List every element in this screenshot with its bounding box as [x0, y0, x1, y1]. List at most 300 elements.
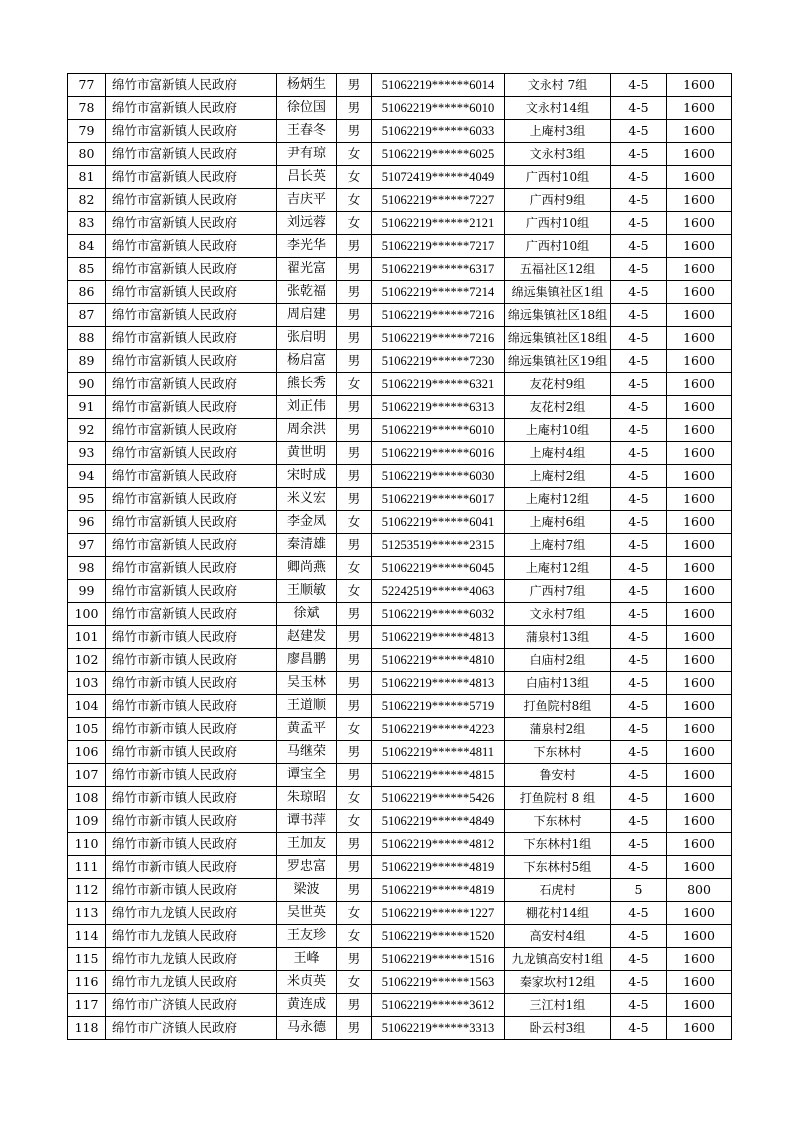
gender-cell: 男: [337, 626, 372, 649]
grade-cell: 4-5: [611, 143, 667, 166]
gender-cell: 男: [337, 488, 372, 511]
id-number-cell: 51062219******1227: [372, 902, 505, 925]
id-number-cell: 51062219******7217: [372, 235, 505, 258]
address-cell: 鲁安村: [505, 764, 611, 787]
table-row: [68, 580, 732, 603]
organization-cell: 绵竹市富新镇人民政府: [106, 327, 277, 350]
row-number: 87: [68, 304, 106, 327]
table-row: [68, 695, 732, 718]
grade-cell: 4-5: [611, 672, 667, 695]
table-row: [68, 902, 732, 925]
name-cell: 吉庆平: [277, 189, 337, 212]
grade-cell: 4-5: [611, 948, 667, 971]
name-cell: 张启明: [277, 327, 337, 350]
grade-cell: 4-5: [611, 304, 667, 327]
organization-cell: 绵竹市新市镇人民政府: [106, 672, 277, 695]
address-cell: 棚花村14组: [505, 902, 611, 925]
gender-cell: 男: [337, 534, 372, 557]
organization-cell: 绵竹市富新镇人民政府: [106, 580, 277, 603]
id-number-cell: 51062219******6321: [372, 373, 505, 396]
grade-cell: 4-5: [611, 488, 667, 511]
id-number-cell: 51062219******4812: [372, 833, 505, 856]
name-cell: 杨启富: [277, 350, 337, 373]
gender-cell: 男: [337, 672, 372, 695]
gender-cell: 女: [337, 580, 372, 603]
table-row: [68, 994, 732, 1017]
name-cell: 翟光富: [277, 258, 337, 281]
name-cell: 谭宝全: [277, 764, 337, 787]
amount-cell: 1600: [667, 741, 732, 764]
table-row: [68, 856, 732, 879]
organization-cell: 绵竹市富新镇人民政府: [106, 74, 277, 97]
table-row: [68, 879, 732, 902]
amount-cell: 1600: [667, 787, 732, 810]
organization-cell: 绵竹市富新镇人民政府: [106, 488, 277, 511]
grade-cell: 4-5: [611, 327, 667, 350]
gender-cell: 女: [337, 511, 372, 534]
gender-cell: 男: [337, 948, 372, 971]
row-number: 78: [68, 97, 106, 120]
address-cell: 上庵村3组: [505, 120, 611, 143]
address-cell: 下东林村: [505, 741, 611, 764]
gender-cell: 男: [337, 442, 372, 465]
gender-cell: 男: [337, 74, 372, 97]
table-row: [68, 603, 732, 626]
address-cell: 广西村10组: [505, 166, 611, 189]
organization-cell: 绵竹市富新镇人民政府: [106, 143, 277, 166]
grade-cell: 4-5: [611, 419, 667, 442]
gender-cell: 女: [337, 557, 372, 580]
name-cell: 罗忠富: [277, 856, 337, 879]
name-cell: 梁波: [277, 879, 337, 902]
name-cell: 谭书萍: [277, 810, 337, 833]
gender-cell: 女: [337, 810, 372, 833]
name-cell: 吕长英: [277, 166, 337, 189]
row-number: 108: [68, 787, 106, 810]
table-row: [68, 327, 732, 350]
organization-cell: 绵竹市富新镇人民政府: [106, 97, 277, 120]
table-row: [68, 833, 732, 856]
amount-cell: 1600: [667, 442, 732, 465]
amount-cell: 1600: [667, 925, 732, 948]
id-number-cell: 51062219******6010: [372, 97, 505, 120]
organization-cell: 绵竹市九龙镇人民政府: [106, 902, 277, 925]
organization-cell: 绵竹市富新镇人民政府: [106, 557, 277, 580]
address-cell: 下东林村1组: [505, 833, 611, 856]
id-number-cell: 51062219******4815: [372, 764, 505, 787]
amount-cell: 1600: [667, 465, 732, 488]
id-number-cell: 51062219******4811: [372, 741, 505, 764]
table-row: [68, 1017, 732, 1040]
row-number: 96: [68, 511, 106, 534]
id-number-cell: 51062219******4810: [372, 649, 505, 672]
grade-cell: 4-5: [611, 994, 667, 1017]
id-number-cell: 51253519******2315: [372, 534, 505, 557]
row-number: 112: [68, 879, 106, 902]
gender-cell: 男: [337, 120, 372, 143]
row-number: 106: [68, 741, 106, 764]
gender-cell: 女: [337, 787, 372, 810]
organization-cell: 绵竹市新市镇人民政府: [106, 695, 277, 718]
address-cell: 上庵村10组: [505, 419, 611, 442]
amount-cell: 1600: [667, 902, 732, 925]
name-cell: 尹有琼: [277, 143, 337, 166]
organization-cell: 绵竹市新市镇人民政府: [106, 764, 277, 787]
grade-cell: 4-5: [611, 442, 667, 465]
gender-cell: 男: [337, 994, 372, 1017]
amount-cell: 1600: [667, 994, 732, 1017]
organization-cell: 绵竹市富新镇人民政府: [106, 350, 277, 373]
row-number: 91: [68, 396, 106, 419]
id-number-cell: 51062219******7214: [372, 281, 505, 304]
amount-cell: 1600: [667, 143, 732, 166]
amount-cell: 1600: [667, 672, 732, 695]
grade-cell: 4-5: [611, 1017, 667, 1040]
gender-cell: 女: [337, 166, 372, 189]
grade-cell: 4-5: [611, 902, 667, 925]
id-number-cell: 51062219******3313: [372, 1017, 505, 1040]
row-number: 107: [68, 764, 106, 787]
gender-cell: 男: [337, 419, 372, 442]
row-number: 117: [68, 994, 106, 1017]
table-row: [68, 925, 732, 948]
gender-cell: 男: [337, 741, 372, 764]
grade-cell: 4-5: [611, 833, 667, 856]
id-number-cell: 51062219******6025: [372, 143, 505, 166]
name-cell: 王加友: [277, 833, 337, 856]
grade-cell: 4-5: [611, 626, 667, 649]
row-number: 103: [68, 672, 106, 695]
row-number: 88: [68, 327, 106, 350]
amount-cell: 1600: [667, 212, 732, 235]
grade-cell: 4-5: [611, 97, 667, 120]
name-cell: 米贞英: [277, 971, 337, 994]
row-number: 84: [68, 235, 106, 258]
name-cell: 马继荣: [277, 741, 337, 764]
organization-cell: 绵竹市富新镇人民政府: [106, 120, 277, 143]
name-cell: 徐位国: [277, 97, 337, 120]
organization-cell: 绵竹市富新镇人民政府: [106, 212, 277, 235]
grade-cell: 4-5: [611, 971, 667, 994]
grade-cell: 4-5: [611, 580, 667, 603]
grade-cell: 4-5: [611, 511, 667, 534]
grade-cell: 4-5: [611, 856, 667, 879]
address-cell: 文永村 7组: [505, 74, 611, 97]
grade-cell: 4-5: [611, 212, 667, 235]
address-cell: 绵远集镇社区1组: [505, 281, 611, 304]
name-cell: 黄孟平: [277, 718, 337, 741]
gender-cell: 男: [337, 649, 372, 672]
row-number: 94: [68, 465, 106, 488]
name-cell: 马永德: [277, 1017, 337, 1040]
grade-cell: 5: [611, 879, 667, 902]
row-number: 102: [68, 649, 106, 672]
table-row: [68, 741, 732, 764]
gender-cell: 男: [337, 97, 372, 120]
gender-cell: 女: [337, 902, 372, 925]
organization-cell: 绵竹市富新镇人民政府: [106, 281, 277, 304]
row-number: 105: [68, 718, 106, 741]
grade-cell: 4-5: [611, 120, 667, 143]
name-cell: 徐斌: [277, 603, 337, 626]
amount-cell: 1600: [667, 166, 732, 189]
gender-cell: 男: [337, 856, 372, 879]
address-cell: 下东林村5组: [505, 856, 611, 879]
name-cell: 张乾福: [277, 281, 337, 304]
roster-table: [67, 73, 732, 1040]
amount-cell: 1600: [667, 419, 732, 442]
id-number-cell: 51062219******4223: [372, 718, 505, 741]
name-cell: 黄连成: [277, 994, 337, 1017]
name-cell: 赵建发: [277, 626, 337, 649]
gender-cell: 男: [337, 695, 372, 718]
name-cell: 王峰: [277, 948, 337, 971]
organization-cell: 绵竹市九龙镇人民政府: [106, 948, 277, 971]
grade-cell: 4-5: [611, 166, 667, 189]
address-cell: 五福社区12组: [505, 258, 611, 281]
row-number: 80: [68, 143, 106, 166]
address-cell: 文永村3组: [505, 143, 611, 166]
name-cell: 廖昌鹏: [277, 649, 337, 672]
grade-cell: 4-5: [611, 695, 667, 718]
row-number: 92: [68, 419, 106, 442]
gender-cell: 男: [337, 879, 372, 902]
address-cell: 上庵村6组: [505, 511, 611, 534]
amount-cell: 1600: [667, 948, 732, 971]
id-number-cell: 51062219******6032: [372, 603, 505, 626]
grade-cell: 4-5: [611, 258, 667, 281]
table-row: [68, 258, 732, 281]
id-number-cell: 51062219******1563: [372, 971, 505, 994]
organization-cell: 绵竹市富新镇人民政府: [106, 534, 277, 557]
address-cell: 石虎村: [505, 879, 611, 902]
amount-cell: 1600: [667, 327, 732, 350]
gender-cell: 女: [337, 189, 372, 212]
amount-cell: 1600: [667, 695, 732, 718]
gender-cell: 女: [337, 212, 372, 235]
name-cell: 秦清雄: [277, 534, 337, 557]
id-number-cell: 51062219******7230: [372, 350, 505, 373]
organization-cell: 绵竹市富新镇人民政府: [106, 442, 277, 465]
organization-cell: 绵竹市新市镇人民政府: [106, 718, 277, 741]
row-number: 116: [68, 971, 106, 994]
organization-cell: 绵竹市富新镇人民政府: [106, 166, 277, 189]
table-row: [68, 626, 732, 649]
organization-cell: 绵竹市新市镇人民政府: [106, 833, 277, 856]
amount-cell: 1600: [667, 281, 732, 304]
row-number: 82: [68, 189, 106, 212]
table-row: [68, 764, 732, 787]
amount-cell: 1600: [667, 764, 732, 787]
address-cell: 打鱼院村 8 组: [505, 787, 611, 810]
organization-cell: 绵竹市九龙镇人民政府: [106, 971, 277, 994]
row-number: 83: [68, 212, 106, 235]
amount-cell: 1600: [667, 971, 732, 994]
name-cell: 杨炳生: [277, 74, 337, 97]
amount-cell: 1600: [667, 557, 732, 580]
table-row: [68, 971, 732, 994]
grade-cell: 4-5: [611, 787, 667, 810]
gender-cell: 男: [337, 764, 372, 787]
roster-body: [68, 74, 732, 1040]
table-row: [68, 948, 732, 971]
table-row: [68, 534, 732, 557]
table-row: [68, 74, 732, 97]
table-row: [68, 718, 732, 741]
id-number-cell: 51062219******6045: [372, 557, 505, 580]
id-number-cell: 52242519******4063: [372, 580, 505, 603]
row-number: 79: [68, 120, 106, 143]
row-number: 113: [68, 902, 106, 925]
name-cell: 李金凤: [277, 511, 337, 534]
grade-cell: 4-5: [611, 741, 667, 764]
id-number-cell: 51062219******1516: [372, 948, 505, 971]
organization-cell: 绵竹市富新镇人民政府: [106, 373, 277, 396]
organization-cell: 绵竹市富新镇人民政府: [106, 235, 277, 258]
name-cell: 卿尚燕: [277, 557, 337, 580]
address-cell: 上庵村2组: [505, 465, 611, 488]
table-row: [68, 672, 732, 695]
address-cell: 广西村10组: [505, 212, 611, 235]
id-number-cell: 51062219******6030: [372, 465, 505, 488]
name-cell: 黄世明: [277, 442, 337, 465]
row-number: 109: [68, 810, 106, 833]
table-row: [68, 189, 732, 212]
table-row: [68, 396, 732, 419]
id-number-cell: 51062219******4849: [372, 810, 505, 833]
organization-cell: 绵竹市富新镇人民政府: [106, 603, 277, 626]
table-row: [68, 281, 732, 304]
organization-cell: 绵竹市富新镇人民政府: [106, 304, 277, 327]
name-cell: 朱琼昭: [277, 787, 337, 810]
gender-cell: 男: [337, 1017, 372, 1040]
table-row: [68, 304, 732, 327]
amount-cell: 1600: [667, 511, 732, 534]
grade-cell: 4-5: [611, 465, 667, 488]
table-row: [68, 350, 732, 373]
name-cell: 周余洪: [277, 419, 337, 442]
gender-cell: 女: [337, 143, 372, 166]
amount-cell: 1600: [667, 580, 732, 603]
gender-cell: 女: [337, 971, 372, 994]
row-number: 81: [68, 166, 106, 189]
id-number-cell: 51062219******5719: [372, 695, 505, 718]
address-cell: 白庙村2组: [505, 649, 611, 672]
name-cell: 周启建: [277, 304, 337, 327]
id-number-cell: 51062219******4819: [372, 856, 505, 879]
grade-cell: 4-5: [611, 718, 667, 741]
row-number: 110: [68, 833, 106, 856]
organization-cell: 绵竹市富新镇人民政府: [106, 396, 277, 419]
table-row: [68, 810, 732, 833]
id-number-cell: 51062219******6041: [372, 511, 505, 534]
organization-cell: 绵竹市富新镇人民政府: [106, 465, 277, 488]
row-number: 118: [68, 1017, 106, 1040]
amount-cell: 1600: [667, 1017, 732, 1040]
table-row: [68, 787, 732, 810]
id-number-cell: 51062219******3612: [372, 994, 505, 1017]
name-cell: 王春冬: [277, 120, 337, 143]
address-cell: 友花村2组: [505, 396, 611, 419]
table-row: [68, 465, 732, 488]
table-row: [68, 557, 732, 580]
id-number-cell: 51062219******6317: [372, 258, 505, 281]
table-row: [68, 97, 732, 120]
gender-cell: 女: [337, 925, 372, 948]
amount-cell: 1600: [667, 488, 732, 511]
grade-cell: 4-5: [611, 350, 667, 373]
row-number: 114: [68, 925, 106, 948]
organization-cell: 绵竹市富新镇人民政府: [106, 189, 277, 212]
name-cell: 吴玉林: [277, 672, 337, 695]
address-cell: 下东林村: [505, 810, 611, 833]
name-cell: 熊长秀: [277, 373, 337, 396]
id-number-cell: 51062219******6033: [372, 120, 505, 143]
table-row: [68, 120, 732, 143]
grade-cell: 4-5: [611, 603, 667, 626]
amount-cell: 1600: [667, 856, 732, 879]
amount-cell: 1600: [667, 603, 732, 626]
gender-cell: 女: [337, 373, 372, 396]
address-cell: 九龙镇高安村1组: [505, 948, 611, 971]
row-number: 77: [68, 74, 106, 97]
address-cell: 广西村10组: [505, 235, 611, 258]
amount-cell: 1600: [667, 120, 732, 143]
amount-cell: 1600: [667, 258, 732, 281]
address-cell: 绵远集镇社区19组: [505, 350, 611, 373]
gender-cell: 男: [337, 350, 372, 373]
address-cell: 上庵村12组: [505, 488, 611, 511]
table-row: [68, 235, 732, 258]
address-cell: 上庵村7组: [505, 534, 611, 557]
gender-cell: 男: [337, 833, 372, 856]
address-cell: 广西村7组: [505, 580, 611, 603]
id-number-cell: 51062219******1520: [372, 925, 505, 948]
name-cell: 王道顺: [277, 695, 337, 718]
amount-cell: 1600: [667, 649, 732, 672]
address-cell: 广西村9组: [505, 189, 611, 212]
id-number-cell: 51062219******6016: [372, 442, 505, 465]
amount-cell: 1600: [667, 810, 732, 833]
gender-cell: 女: [337, 718, 372, 741]
amount-cell: 1600: [667, 373, 732, 396]
name-cell: 王顺敏: [277, 580, 337, 603]
amount-cell: 1600: [667, 235, 732, 258]
address-cell: 友花村9组: [505, 373, 611, 396]
row-number: 100: [68, 603, 106, 626]
name-cell: 宋时成: [277, 465, 337, 488]
gender-cell: 男: [337, 281, 372, 304]
organization-cell: 绵竹市新市镇人民政府: [106, 856, 277, 879]
row-number: 98: [68, 557, 106, 580]
amount-cell: 1600: [667, 396, 732, 419]
name-cell: 刘正伟: [277, 396, 337, 419]
table-row: [68, 166, 732, 189]
grade-cell: 4-5: [611, 649, 667, 672]
address-cell: 高安村4组: [505, 925, 611, 948]
id-number-cell: 51062219******6017: [372, 488, 505, 511]
organization-cell: 绵竹市富新镇人民政府: [106, 511, 277, 534]
organization-cell: 绵竹市九龙镇人民政府: [106, 925, 277, 948]
amount-cell: 800: [667, 879, 732, 902]
table-row: [68, 649, 732, 672]
organization-cell: 绵竹市富新镇人民政府: [106, 258, 277, 281]
address-cell: 蒲泉村2组: [505, 718, 611, 741]
organization-cell: 绵竹市新市镇人民政府: [106, 787, 277, 810]
grade-cell: 4-5: [611, 373, 667, 396]
amount-cell: 1600: [667, 97, 732, 120]
id-number-cell: 51072419******4049: [372, 166, 505, 189]
